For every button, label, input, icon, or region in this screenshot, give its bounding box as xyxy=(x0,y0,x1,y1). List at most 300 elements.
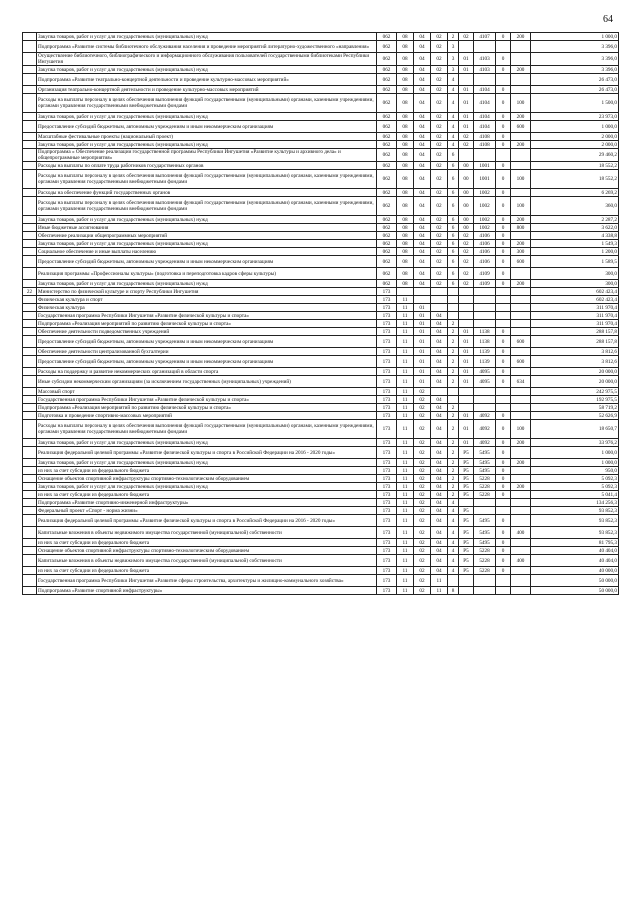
cell-cs5: 0 xyxy=(496,240,511,248)
table-row xyxy=(23,348,619,356)
cell-name: Предоставление субсидий бюджетным, автономным учреждениям и иным некоммерческим организациям xyxy=(37,336,377,348)
cell-cs2: 2 xyxy=(448,439,459,447)
cell-cs5 xyxy=(496,296,511,304)
cell-rz: 11 xyxy=(397,404,414,412)
cell-ved: 173 xyxy=(377,499,397,507)
cell-cs3: 01 xyxy=(459,66,474,74)
cell-name: Подпрограмма «Развитие системы библиотечного обслуживания населения и проведение мероприятий литературно-художественного «направления» xyxy=(37,41,377,53)
cell-amount: 1 000,0 xyxy=(531,447,619,459)
cell-vr: 800 xyxy=(511,224,531,232)
cell-amount: 52 626,9 xyxy=(531,412,619,420)
cell-cs2: 4 xyxy=(448,499,459,507)
cell-pr: 04 xyxy=(414,240,431,248)
table-row xyxy=(23,53,619,66)
cell-cs5 xyxy=(496,499,511,507)
cell-cs5: 0 xyxy=(496,197,511,216)
cell-vr: 100 xyxy=(511,420,531,439)
cell-cs1: 02 xyxy=(431,197,448,216)
cell-ved: 173 xyxy=(377,336,397,348)
cell-cs4: 1002 xyxy=(474,189,496,197)
cell-cs1: 02 xyxy=(431,149,448,162)
cell-amount: 18 650,7 xyxy=(531,420,619,439)
table-row xyxy=(23,170,619,189)
cell-cs1: 02 xyxy=(431,216,448,224)
cell-no xyxy=(23,170,37,189)
cell-vr: 200 xyxy=(511,113,531,121)
cell-cs1: 04 xyxy=(431,467,448,475)
table-row xyxy=(23,240,619,248)
cell-cs1: 04 xyxy=(431,404,448,412)
cell-rz: 08 xyxy=(397,216,414,224)
cell-ved: 173 xyxy=(377,312,397,320)
cell-pr: 04 xyxy=(414,41,431,53)
cell-cs1: 04 xyxy=(431,499,448,507)
cell-name: Организация театрально-концертной деятельности и проведение культурно-массовых мероприятий xyxy=(37,86,377,94)
cell-amount: 2 000,0 xyxy=(531,141,619,149)
cell-cs4: 4104 xyxy=(474,94,496,113)
cell-rz: 11 xyxy=(397,587,414,595)
cell-no: 22 xyxy=(23,288,37,296)
cell-pr: 01 xyxy=(414,348,431,356)
cell-cs1: 11 xyxy=(431,575,448,587)
cell-cs3: 01 xyxy=(459,86,474,94)
cell-amount: 360,0 xyxy=(531,197,619,216)
cell-ved: 173 xyxy=(377,328,397,336)
cell-no xyxy=(23,224,37,232)
cell-rz: 11 xyxy=(397,447,414,459)
table-row xyxy=(23,483,619,491)
cell-amount: 1 200,0 xyxy=(531,248,619,256)
cell-vr xyxy=(511,133,531,141)
cell-cs5: 0 xyxy=(496,280,511,288)
cell-cs3: 02 xyxy=(459,133,474,141)
cell-pr: 02 xyxy=(414,483,431,491)
cell-cs2 xyxy=(448,396,459,404)
cell-cs4 xyxy=(474,288,496,296)
cell-pr: 04 xyxy=(414,141,431,149)
table-row xyxy=(23,587,619,595)
cell-no xyxy=(23,547,37,555)
cell-cs1: 04 xyxy=(431,555,448,567)
cell-ved: 062 xyxy=(377,94,397,113)
cell-pr: 02 xyxy=(414,388,431,396)
cell-rz: 11 xyxy=(397,539,414,547)
budget-table xyxy=(22,32,619,595)
cell-ved: 062 xyxy=(377,121,397,133)
cell-cs1: 04 xyxy=(431,515,448,527)
cell-name: Расходы на выплаты персоналу в целях обеспечения выполнения функций государственными (муниципальными) органами, казенными учреждениями, органами управления государственными внебюджетными фондами xyxy=(37,94,377,113)
cell-cs3: 02 xyxy=(459,268,474,280)
table-row xyxy=(23,567,619,575)
cell-name: Закупка товаров, работ и услуг для государственных (муниципальных) нужд xyxy=(37,141,377,149)
cell-pr: 02 xyxy=(414,515,431,527)
cell-name: Федеральный проект «Спорт - норма жизни» xyxy=(37,507,377,515)
cell-cs4: 5228 xyxy=(474,483,496,491)
cell-name: Капитальные вложения в объекты недвижимого имущества государственной (муниципальной) собственности xyxy=(37,527,377,539)
cell-cs5: 0 xyxy=(496,86,511,94)
cell-amount: 26 473,0 xyxy=(531,74,619,86)
cell-cs5 xyxy=(496,304,511,312)
cell-ved: 173 xyxy=(377,368,397,376)
cell-cs2: 4 xyxy=(448,539,459,547)
cell-no xyxy=(23,459,37,467)
cell-pr: 02 xyxy=(414,539,431,547)
cell-cs3: 00 xyxy=(459,216,474,224)
cell-name: Закупка товаров, работ и услуг для государственных (муниципальных) нужд xyxy=(37,280,377,288)
cell-cs3: 01 xyxy=(459,113,474,121)
cell-rz: 11 xyxy=(397,439,414,447)
cell-vr xyxy=(511,404,531,412)
table-row xyxy=(23,312,619,320)
cell-cs4: 4108 xyxy=(474,141,496,149)
cell-cs4: 4106 xyxy=(474,240,496,248)
cell-ved: 062 xyxy=(377,232,397,240)
cell-amount: 18 552,2 xyxy=(531,162,619,170)
cell-cs2: 2 xyxy=(448,368,459,376)
cell-cs1: 04 xyxy=(431,539,448,547)
cell-vr: 600 xyxy=(511,336,531,348)
cell-amount: 2 287,2 xyxy=(531,216,619,224)
cell-rz: 08 xyxy=(397,149,414,162)
cell-cs3: 00 xyxy=(459,170,474,189)
cell-ved: 173 xyxy=(377,459,397,467)
cell-no xyxy=(23,86,37,94)
cell-cs4: 1139 xyxy=(474,356,496,368)
cell-amount: 1 000,0 xyxy=(531,459,619,467)
cell-name: Подпрограмма «Развитие спортивно-инженерной инфраструктуры» xyxy=(37,499,377,507)
cell-cs2: 4 xyxy=(448,121,459,133)
cell-amount: 3 812,6 xyxy=(531,356,619,368)
cell-vr xyxy=(511,288,531,296)
cell-name: из них за счет субсидии из федерального бюджета xyxy=(37,491,377,499)
cell-pr: 02 xyxy=(414,404,431,412)
cell-amount: 20 000,0 xyxy=(531,368,619,376)
cell-ved: 173 xyxy=(377,527,397,539)
cell-rz: 08 xyxy=(397,86,414,94)
cell-rz: 11 xyxy=(397,483,414,491)
cell-no xyxy=(23,113,37,121)
cell-cs1: 04 xyxy=(431,491,448,499)
cell-rz: 11 xyxy=(397,328,414,336)
cell-cs3 xyxy=(459,74,474,86)
cell-cs1: 02 xyxy=(431,133,448,141)
cell-name: Закупка товаров, работ и услуг для государственных (муниципальных) нужд xyxy=(37,459,377,467)
table-row xyxy=(23,74,619,86)
cell-cs2: 6 xyxy=(448,197,459,216)
cell-pr: 01 xyxy=(414,312,431,320)
cell-name: Реализация федеральной целевой программы «Развитие физической культуры и спорта в Российской Федерации на 2016 - 2020 годы» xyxy=(37,515,377,527)
cell-vr: 200 xyxy=(511,33,531,41)
table-row xyxy=(23,396,619,404)
cell-no xyxy=(23,296,37,304)
cell-no xyxy=(23,376,37,388)
table-row xyxy=(23,412,619,420)
cell-ved: 062 xyxy=(377,149,397,162)
cell-no xyxy=(23,280,37,288)
cell-cs3 xyxy=(459,312,474,320)
cell-amount: 20 000,0 xyxy=(531,376,619,388)
cell-amount: 134 256,3 xyxy=(531,499,619,507)
cell-vr: 600 xyxy=(511,356,531,368)
cell-amount: 950,0 xyxy=(531,467,619,475)
cell-pr: 02 xyxy=(414,467,431,475)
cell-ved: 173 xyxy=(377,567,397,575)
cell-cs2: 2 xyxy=(448,483,459,491)
cell-vr xyxy=(511,507,531,515)
cell-cs2: 8 xyxy=(448,587,459,595)
cell-name: Социальное обеспечение и иные выплаты населению xyxy=(37,248,377,256)
cell-cs1: 04 xyxy=(431,336,448,348)
cell-pr: 02 xyxy=(414,507,431,515)
cell-cs2: 2 xyxy=(448,420,459,439)
cell-cs5: 0 xyxy=(496,162,511,170)
cell-ved: 173 xyxy=(377,288,397,296)
cell-rz: 08 xyxy=(397,33,414,41)
cell-cs1: 04 xyxy=(431,527,448,539)
cell-name: Оснащение объектов спортивной инфраструктуры спортивно-технологическим оборудованием xyxy=(37,475,377,483)
cell-cs5: 0 xyxy=(496,248,511,256)
cell-pr: 01 xyxy=(414,304,431,312)
cell-cs4: 5495 xyxy=(474,527,496,539)
cell-cs1: 02 xyxy=(431,86,448,94)
cell-cs3: P5 xyxy=(459,483,474,491)
cell-cs1: 04 xyxy=(431,348,448,356)
cell-vr xyxy=(511,491,531,499)
cell-pr: 02 xyxy=(414,447,431,459)
cell-no xyxy=(23,41,37,53)
cell-cs1: 02 xyxy=(431,224,448,232)
cell-cs3: 01 xyxy=(459,420,474,439)
cell-ved: 173 xyxy=(377,439,397,447)
cell-cs3: 01 xyxy=(459,348,474,356)
cell-cs4: 4095 xyxy=(474,368,496,376)
cell-rz: 11 xyxy=(397,491,414,499)
cell-amount: 192 975,5 xyxy=(531,396,619,404)
cell-rz: 11 xyxy=(397,555,414,567)
cell-amount: 40 404,0 xyxy=(531,555,619,567)
cell-rz: 08 xyxy=(397,170,414,189)
cell-cs2: 2 xyxy=(448,328,459,336)
cell-ved: 173 xyxy=(377,555,397,567)
cell-cs1: 02 xyxy=(431,268,448,280)
cell-cs1: 04 xyxy=(431,439,448,447)
cell-ved: 062 xyxy=(377,133,397,141)
cell-cs3: 02 xyxy=(459,141,474,149)
cell-name: Обеспечение реализации общепрограммных мероприятий xyxy=(37,232,377,240)
cell-vr: 400 xyxy=(511,527,531,539)
cell-vr xyxy=(511,86,531,94)
cell-cs2: 6 xyxy=(448,280,459,288)
cell-name: Министерство по физической культуре и спорту Республики Ингушетия xyxy=(37,288,377,296)
cell-rz: 08 xyxy=(397,268,414,280)
cell-no xyxy=(23,162,37,170)
cell-ved: 062 xyxy=(377,248,397,256)
cell-cs2: 2 xyxy=(448,459,459,467)
cell-rz: 11 xyxy=(397,575,414,587)
cell-cs1: 04 xyxy=(431,483,448,491)
table-row xyxy=(23,376,619,388)
cell-rz: 11 xyxy=(397,412,414,420)
cell-cs2: 2 xyxy=(448,447,459,459)
cell-no xyxy=(23,74,37,86)
cell-ved: 173 xyxy=(377,304,397,312)
cell-no xyxy=(23,404,37,412)
cell-cs2 xyxy=(448,388,459,396)
table-row xyxy=(23,420,619,439)
cell-vr: 200 xyxy=(511,459,531,467)
table-row xyxy=(23,527,619,539)
cell-cs5: 0 xyxy=(496,412,511,420)
cell-cs1 xyxy=(431,304,448,312)
cell-cs1: 02 xyxy=(431,41,448,53)
cell-ved: 173 xyxy=(377,412,397,420)
cell-pr: 02 xyxy=(414,547,431,555)
cell-cs2: 4 xyxy=(448,94,459,113)
cell-cs5 xyxy=(496,388,511,396)
cell-cs4: 1002 xyxy=(474,197,496,216)
table-row xyxy=(23,268,619,280)
cell-ved: 173 xyxy=(377,507,397,515)
cell-no xyxy=(23,248,37,256)
table-row xyxy=(23,288,619,296)
cell-rz: 08 xyxy=(397,66,414,74)
cell-cs5 xyxy=(496,404,511,412)
cell-cs3: 02 xyxy=(459,33,474,41)
cell-no xyxy=(23,515,37,527)
cell-cs2: 3 xyxy=(448,66,459,74)
cell-cs4 xyxy=(474,404,496,412)
cell-cs3: 02 xyxy=(459,232,474,240)
cell-cs3: 02 xyxy=(459,240,474,248)
cell-pr: 02 xyxy=(414,527,431,539)
cell-pr: 04 xyxy=(414,94,431,113)
cell-rz: 08 xyxy=(397,94,414,113)
cell-cs5 xyxy=(496,74,511,86)
cell-cs2: 4 xyxy=(448,527,459,539)
cell-cs3: P5 xyxy=(459,491,474,499)
cell-pr: 02 xyxy=(414,439,431,447)
cell-no xyxy=(23,189,37,197)
table-row xyxy=(23,459,619,467)
cell-rz: 11 xyxy=(397,515,414,527)
cell-name: Капитальные вложения в объекты недвижимого имущества государственной (муниципальной) собственности xyxy=(37,555,377,567)
cell-cs3: P5 xyxy=(459,527,474,539)
cell-cs2: 4 xyxy=(448,507,459,515)
cell-rz: 08 xyxy=(397,133,414,141)
cell-cs2: 6 xyxy=(448,268,459,280)
cell-cs3: P5 xyxy=(459,467,474,475)
cell-vr: 100 xyxy=(511,197,531,216)
cell-no xyxy=(23,539,37,547)
cell-cs2: 4 xyxy=(448,74,459,86)
cell-cs5 xyxy=(496,587,511,595)
cell-rz: 08 xyxy=(397,197,414,216)
cell-cs3: P5 xyxy=(459,507,474,515)
cell-pr: 04 xyxy=(414,197,431,216)
cell-rz: 11 xyxy=(397,567,414,575)
cell-amount: 1 549,3 xyxy=(531,240,619,248)
cell-cs5: 0 xyxy=(496,336,511,348)
cell-pr: 04 xyxy=(414,232,431,240)
table-row xyxy=(23,149,619,162)
cell-cs3: 01 xyxy=(459,412,474,420)
cell-no xyxy=(23,268,37,280)
cell-amount: 81 795,3 xyxy=(531,539,619,547)
cell-no xyxy=(23,368,37,376)
cell-cs5: 0 xyxy=(496,53,511,66)
cell-cs4 xyxy=(474,41,496,53)
cell-ved: 173 xyxy=(377,388,397,396)
cell-cs2 xyxy=(448,575,459,587)
cell-ved: 062 xyxy=(377,197,397,216)
table-row xyxy=(23,86,619,94)
cell-cs4 xyxy=(474,499,496,507)
cell-rz: 11 xyxy=(397,475,414,483)
cell-cs4: 5495 xyxy=(474,515,496,527)
cell-cs2: 2 xyxy=(448,356,459,368)
cell-cs2: 6 xyxy=(448,248,459,256)
cell-cs1: 02 xyxy=(431,141,448,149)
cell-vr xyxy=(511,74,531,86)
cell-name: Расходы на выплаты персоналу в целях обеспечения выполнения функций государственными (муниципальными) органами, казенными учреждениями, органами управления государственными внебюджетными фондами xyxy=(37,197,377,216)
cell-cs2: 4 xyxy=(448,86,459,94)
cell-cs1: 02 xyxy=(431,189,448,197)
cell-rz: 11 xyxy=(397,396,414,404)
cell-cs5: 0 xyxy=(496,113,511,121)
cell-cs5: 0 xyxy=(496,368,511,376)
cell-cs4: 4106 xyxy=(474,256,496,268)
cell-no xyxy=(23,94,37,113)
cell-ved: 062 xyxy=(377,41,397,53)
cell-amount: 50 000,0 xyxy=(531,587,619,595)
cell-cs4 xyxy=(474,312,496,320)
cell-no xyxy=(23,499,37,507)
cell-cs4: 4104 xyxy=(474,121,496,133)
cell-no xyxy=(23,121,37,133)
cell-cs1: 04 xyxy=(431,475,448,483)
cell-rz: 08 xyxy=(397,74,414,86)
cell-ved: 062 xyxy=(377,53,397,66)
cell-cs4: 4106 xyxy=(474,248,496,256)
cell-vr xyxy=(511,475,531,483)
cell-rz: 11 xyxy=(397,368,414,376)
cell-ved: 173 xyxy=(377,515,397,527)
cell-cs4 xyxy=(474,388,496,396)
cell-cs3: P5 xyxy=(459,447,474,459)
cell-cs5: 0 xyxy=(496,483,511,491)
cell-cs4: 1002 xyxy=(474,216,496,224)
cell-rz: 08 xyxy=(397,162,414,170)
cell-ved: 173 xyxy=(377,396,397,404)
cell-cs5: 0 xyxy=(496,268,511,280)
cell-cs1: 11 xyxy=(431,587,448,595)
cell-ved: 062 xyxy=(377,189,397,197)
cell-name: Предоставление субсидий бюджетным, автономным учреждениям и иным некоммерческим организациям xyxy=(37,356,377,368)
cell-cs2: 6 xyxy=(448,149,459,162)
cell-cs3 xyxy=(459,304,474,312)
cell-cs4: 4108 xyxy=(474,133,496,141)
table-row xyxy=(23,368,619,376)
cell-cs5: 0 xyxy=(496,348,511,356)
cell-pr: 04 xyxy=(414,280,431,288)
cell-name: Закупка товаров, работ и услуг для государственных (муниципальных) нужд xyxy=(37,240,377,248)
cell-pr: 04 xyxy=(414,149,431,162)
cell-cs3 xyxy=(459,396,474,404)
cell-ved: 173 xyxy=(377,575,397,587)
cell-cs3: 01 xyxy=(459,336,474,348)
cell-cs2: 6 xyxy=(448,232,459,240)
cell-no xyxy=(23,348,37,356)
